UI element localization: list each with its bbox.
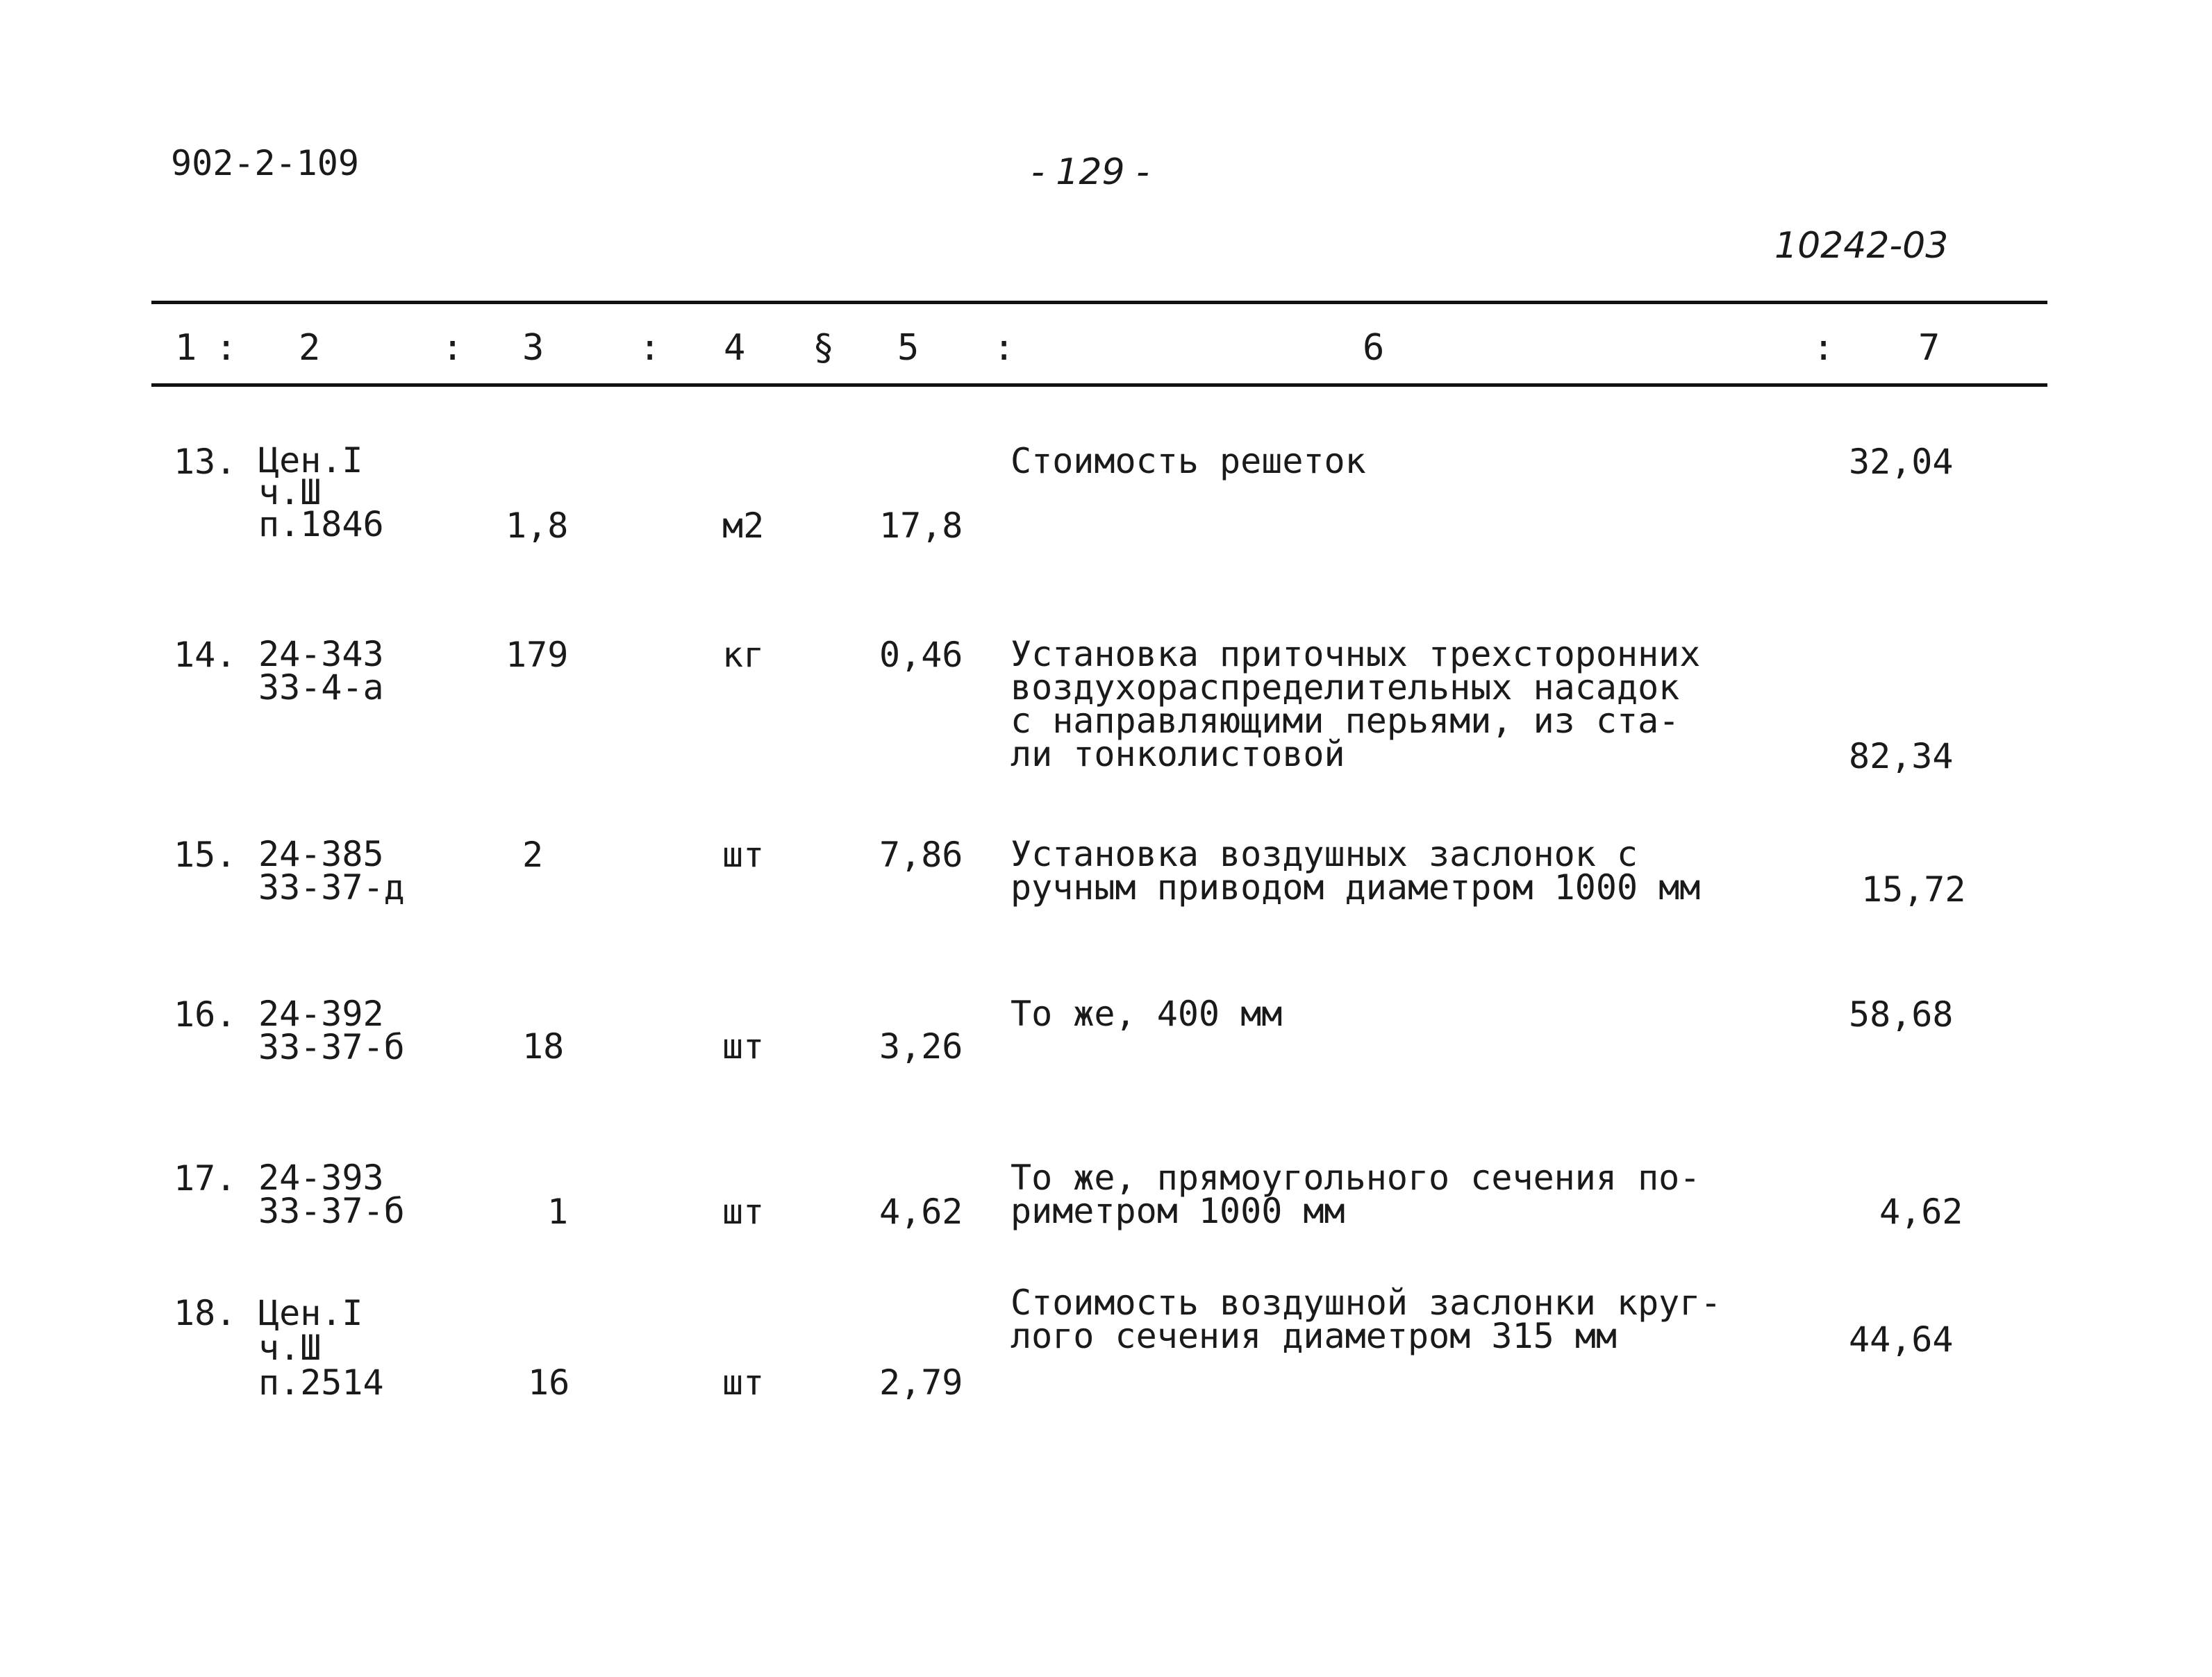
description: То же, 400 мм xyxy=(1011,994,1283,1034)
quantity: 18 xyxy=(522,1026,565,1067)
row-number: 18. xyxy=(174,1293,237,1333)
unit: шт xyxy=(722,1362,765,1403)
total-cost: 82,34 xyxy=(1849,736,1954,776)
total-cost: 32,04 xyxy=(1849,442,1954,482)
total-cost: 15,72 xyxy=(1861,869,1966,910)
price-code: Цен.I ч.Ш п.1846 xyxy=(258,440,384,544)
unit: шт xyxy=(722,835,765,875)
unit-price: 7,86 xyxy=(879,835,963,875)
col-separator: § xyxy=(813,327,835,369)
col-header-1: 1 xyxy=(175,327,197,369)
row-number: 14. xyxy=(174,635,237,675)
table-header-bottom-rule xyxy=(151,383,2047,387)
document-code: 902-2-109 xyxy=(171,143,359,183)
total-cost: 44,64 xyxy=(1849,1319,1954,1360)
col-separator: : xyxy=(639,327,661,369)
col-separator: : xyxy=(215,327,238,369)
unit-price: 0,46 xyxy=(879,635,963,675)
col-separator: : xyxy=(1813,327,1835,369)
quantity: 2 xyxy=(522,835,544,875)
quantity: 16 xyxy=(528,1362,570,1403)
price-code: 24-392 33-37-б xyxy=(258,994,405,1067)
row-number: 16. xyxy=(174,994,237,1035)
total-cost: 4,62 xyxy=(1879,1192,1963,1232)
price-code: 24-343 33-4-а xyxy=(258,634,384,708)
description: Стоимость воздушной заслонки круг- лого сечения диаметром 315 мм xyxy=(1011,1283,1722,1356)
page-number: - 129 - xyxy=(1031,151,1149,193)
description: Установка воздушных заслонок с ручным приводом диаметром 1000 мм xyxy=(1011,834,1701,908)
unit: м2 xyxy=(722,506,765,546)
quantity: 179 xyxy=(506,635,569,675)
quantity: 1 xyxy=(547,1192,569,1232)
col-header-7: 7 xyxy=(1918,327,1940,369)
price-code: Цен.I ч.Ш п.2514 xyxy=(258,1293,384,1403)
col-header-4: 4 xyxy=(724,327,746,369)
price-code: 24-393 33-37-б xyxy=(258,1158,405,1231)
handwritten-reference: 10242-03 xyxy=(1774,225,1949,267)
unit-price: 17,8 xyxy=(879,506,963,546)
unit-price: 3,26 xyxy=(879,1026,963,1067)
description: Установка приточных трехсторонних воздухораспределительных насадок с направляющими перьями, из ста- ли тонколистовой xyxy=(1011,634,1701,774)
table-top-rule xyxy=(151,301,2047,304)
col-separator: : xyxy=(993,327,1015,369)
unit: шт xyxy=(722,1192,765,1232)
col-separator: : xyxy=(442,327,464,369)
unit-price: 4,62 xyxy=(879,1192,963,1232)
col-header-5: 5 xyxy=(897,327,920,369)
unit: кг xyxy=(722,635,765,675)
col-header-6: 6 xyxy=(1363,327,1385,369)
row-number: 17. xyxy=(174,1158,237,1199)
total-cost: 58,68 xyxy=(1849,994,1954,1035)
description: Стоимость решеток xyxy=(1011,441,1366,481)
col-header-2: 2 xyxy=(299,327,321,369)
unit-price: 2,79 xyxy=(879,1362,963,1403)
unit: шт xyxy=(722,1026,765,1067)
description: То же, прямоугольного сечения по- риметром 1000 мм xyxy=(1011,1158,1701,1231)
price-code: 24-385 33-37-д xyxy=(258,834,405,908)
row-number: 15. xyxy=(174,835,237,875)
quantity: 1,8 xyxy=(506,506,569,546)
row-number: 13. xyxy=(174,442,237,482)
col-header-3: 3 xyxy=(522,327,544,369)
